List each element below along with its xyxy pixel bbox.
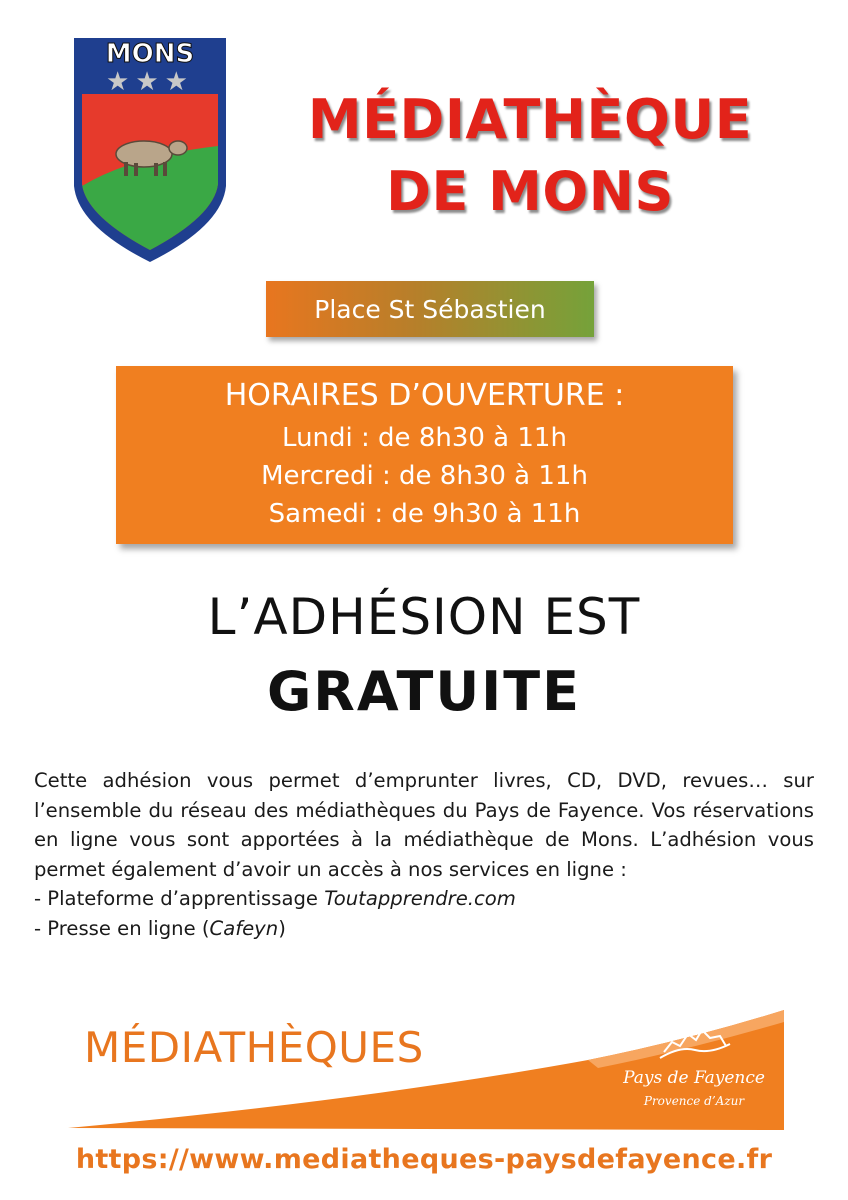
- service-name: Toutapprendre.com: [324, 887, 516, 910]
- opening-hours-title: HORAIRES D’OUVERTURE :: [224, 378, 625, 413]
- crest-label: MONS: [105, 39, 195, 69]
- mons-crest-logo: [72, 36, 228, 264]
- crest-stars: ★★★: [106, 67, 194, 97]
- page-title-line-2: DE MONS: [386, 160, 674, 223]
- description-paragraph: Cette adhésion vous permet d’emprunter livres, CD, DVD, revues… sur l’ensemble du réseau des médiathèques du Pays de Fayence. Vos réservations en ligne vous sont apportées à la médiathèque de Mons. L’adhésion vous permet également d’avoir un accès à nos services en ligne :: [34, 769, 814, 881]
- membership-heading: L’ADHÉSION EST: [207, 588, 641, 646]
- service-item-prefix: - Plateforme d’apprentissage: [34, 887, 325, 910]
- service-item-prefix: - Presse en ligne (: [34, 916, 210, 940]
- village-icon: [650, 1016, 740, 1066]
- opening-hours-box: [116, 366, 733, 544]
- mediatheques-title: MÉDIATHÈQUES: [84, 1023, 424, 1072]
- membership-free-label: GRATUITE: [266, 660, 581, 723]
- membership-description: [34, 766, 814, 943]
- address-badge: [266, 281, 594, 337]
- address-text: Place St Sébastien: [314, 294, 546, 324]
- service-item-toutapprendre: [34, 884, 814, 914]
- pays-de-fayence-logo-subtitle: Provence d’Azur: [643, 1094, 745, 1108]
- website-link[interactable]: https://www.mediatheques-paysdefayence.fr: [75, 1144, 773, 1175]
- service-item-cafeyn: [34, 914, 814, 944]
- service-name: Cafeyn: [209, 916, 279, 940]
- opening-hours-line: Mercredi : de 8h30 à 11h: [261, 461, 588, 491]
- opening-hours-line: Lundi : de 8h30 à 11h: [282, 423, 567, 453]
- page-title-line-1: MÉDIATHÈQUE: [307, 88, 753, 151]
- opening-hours-line: Samedi : de 9h30 à 11h: [268, 499, 581, 529]
- pays-de-fayence-logo-name: Pays de Fayence: [623, 1068, 765, 1088]
- service-item-suffix: ): [278, 916, 286, 940]
